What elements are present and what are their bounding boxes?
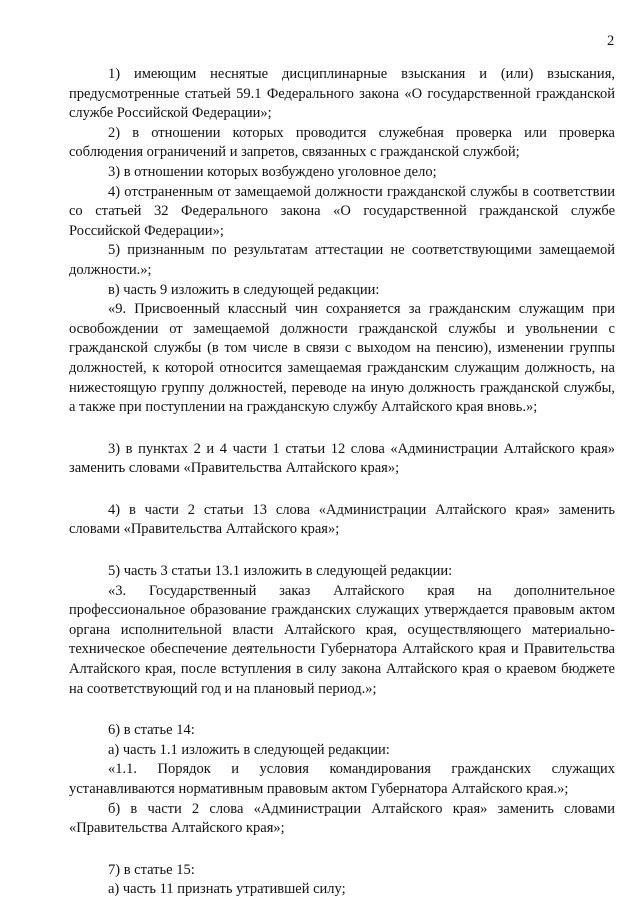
paragraph: б) в части 2 слова «Администрации Алтайского края» заменить словами «Правительства Алтайского края»; [69, 800, 615, 837]
paragraph: 4) отстраненным от замещаемой должности гражданской службы в соответствии со статьей 32 Федерального закона «О государственной гражданской службе Российской Федерации»; [69, 183, 615, 239]
paragraph: «9. Присвоенный классный чин сохраняется за гражданским служащим при освобождении от замещаемой должности гражданской службы и увольнении с гражданской службы (в том числе в связи с выходом на пенсию), изменении группы должностей, к которой относится замещаемая гражданским служащим должность, на нижестоящую группу должностей, переводе на иную должность гражданской службы, а также при поступлении на гражданскую службу Алтайского края вновь.»; [69, 301, 615, 416]
page-number: 2 [607, 33, 615, 49]
paragraph: 5) часть 3 статьи 13.1 изложить в следующей редакции: [108, 563, 453, 580]
paragraph: 2) в отношении которых проводится служебная проверка или проверка соблюдения ограничений и запретов, связанных с гражданской службой; [69, 124, 615, 161]
paragraph: 3) в пунктах 2 и 4 части 1 статьи 12 слова «Администрации Алтайского края» заменить словами «Правительства Алтайского края»; [69, 440, 615, 477]
paragraph: 3) в отношении которых возбуждено уголовное дело; [108, 163, 437, 180]
paragraph: а) часть 1.1 изложить в следующей редакции: [108, 741, 390, 758]
paragraph: 5) признанным по результатам аттестации не соответствующими замещаемой должности.»; [69, 242, 615, 278]
document-body [69, 65, 615, 900]
paragraph: «1.1. Порядок и условия командирования гражданских служащих устанавливаются нормативным правовым актом Губернатора Алтайского края.»; [69, 761, 615, 797]
paragraph: «3. Государственный заказ Алтайского края на дополнительное профессиональное образование гражданских служащих утверждается правовым актом органа исполнительной власти Алтайского края, осуществляющего материально-техническое обеспечение деятельности Губернатора Алтайского края и Правительства Алтайского края, после вступления в силу закона Алтайского края о краевом бюджете на соответствующий год и на плановый период.»; [69, 582, 615, 697]
paragraph: а) часть 11 признать утратившей силу; [108, 881, 346, 898]
paragraph: 7) в статье 15: [108, 861, 195, 878]
paragraph: 6) в статье 14: [108, 722, 195, 739]
paragraph: 1) имеющим неснятые дисциплинарные взыскания и (или) взыскания, предусмотренные статьей 59.1 Федерального закона «О государственной гражданской службе Российской Федерации»; [69, 66, 615, 122]
paragraph: 4) в части 2 статьи 13 слова «Администрации Алтайского края» заменить словами «Правительства Алтайского края»; [69, 501, 615, 538]
paragraph: в) часть 9 изложить в следующей редакции: [108, 281, 380, 298]
